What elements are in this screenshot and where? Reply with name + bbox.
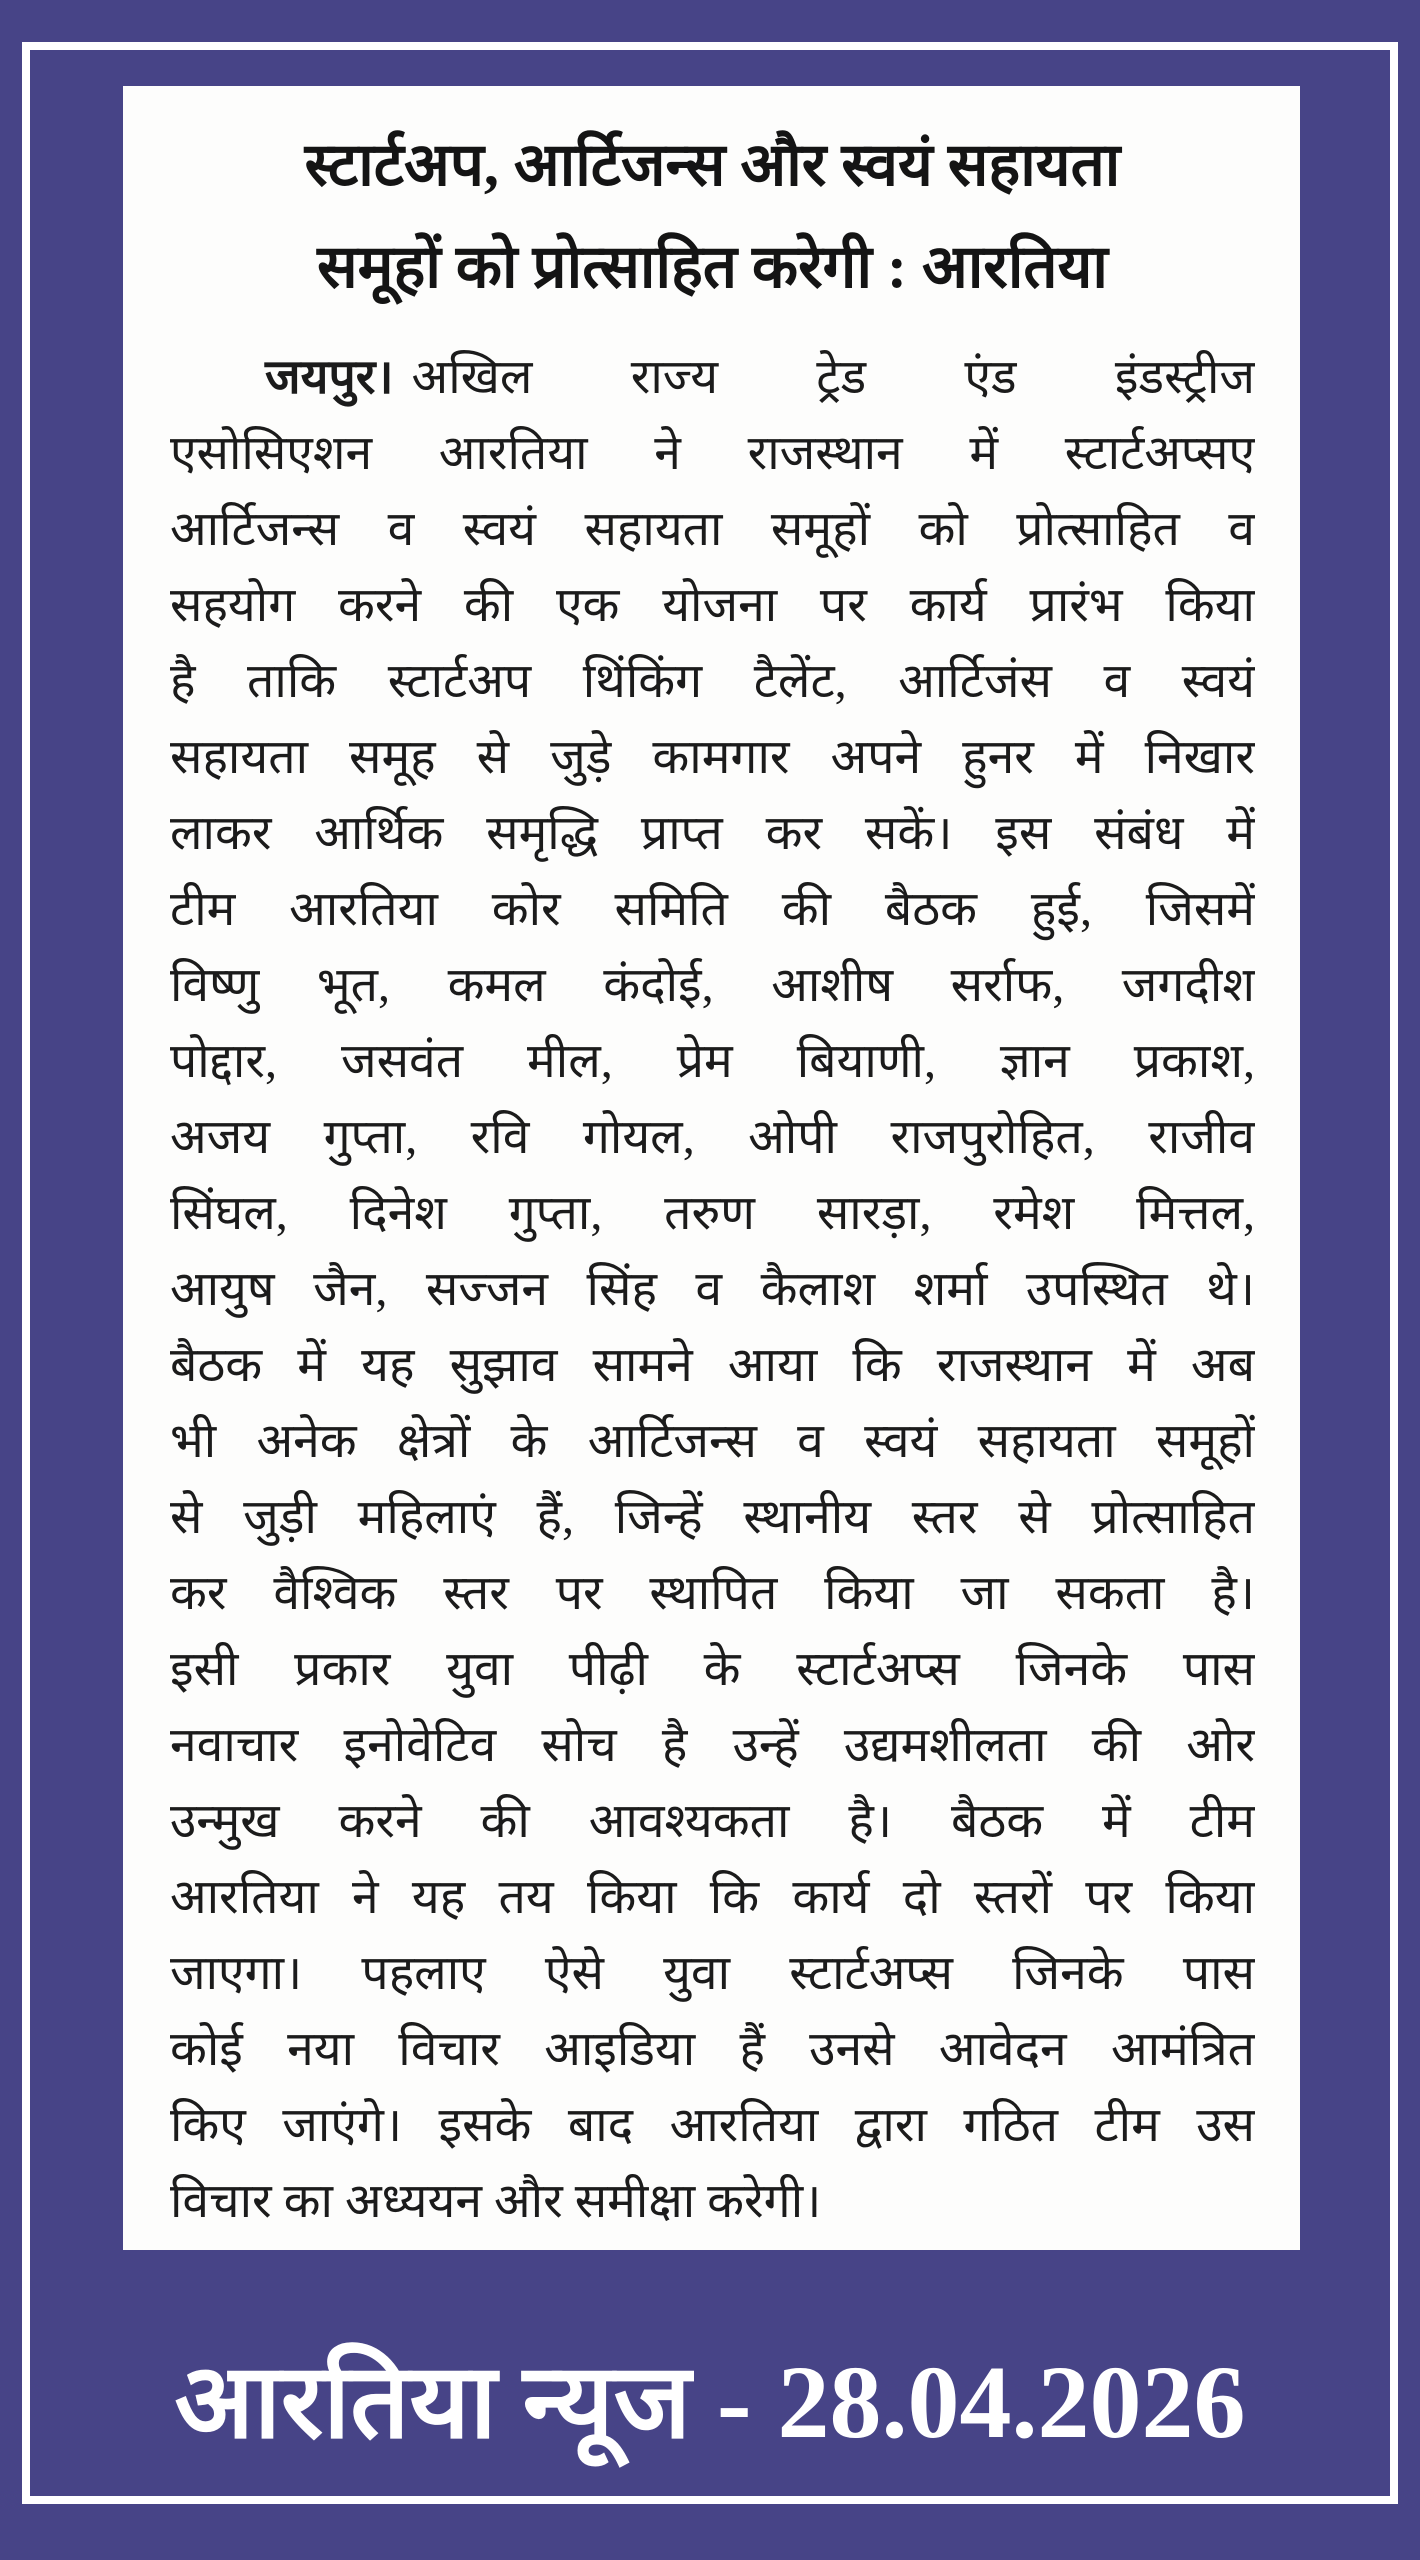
body-line-text: अखिल राज्य ट्रेड एंड इंडस्ट्रीज bbox=[411, 351, 1255, 404]
body-line: किए जाएंगे। इसके बाद आरतिया द्वारा गठित टीम उस bbox=[170, 2099, 1255, 2152]
body-line: नवाचार इनोवेटिव सोच है उन्हें उद्यमशीलता की ओर bbox=[170, 1719, 1255, 1772]
body-line: कोई नया विचार आइडिया हैं उनसे आवेदन आमंत्रित bbox=[170, 2023, 1255, 2076]
body-line: उन्मुख करने की आवश्यकता है। बैठक में टीम bbox=[170, 1795, 1255, 1848]
body-line: आरतिया ने यह तय किया कि कार्य दो स्तरों पर किया bbox=[170, 1871, 1255, 1924]
body-line: विचार का अध्ययन और समीक्षा करेगी। bbox=[170, 2175, 822, 2228]
body-line: आर्टिजन्स व स्वयं सहायता समूहों को प्रोत्साहित व bbox=[170, 503, 1255, 556]
body-line: से जुड़ी महिलाएं हैं, जिन्हें स्थानीय स्तर से प्रोत्साहित bbox=[170, 1491, 1255, 1544]
article-body bbox=[170, 340, 1255, 2240]
body-line: विष्णु भूत, कमल कंदोई, आशीष सर्राफ, जगदीश bbox=[170, 959, 1255, 1012]
body-line: इसी प्रकार युवा पीढ़ी के स्टार्टअप्स जिनके पास bbox=[170, 1643, 1255, 1696]
headline-line-1: स्टार्टअप, आर्टिजन्स और स्वयं सहायता bbox=[304, 132, 1121, 198]
news-article-panel bbox=[123, 86, 1300, 2250]
body-line: टीम आरतिया कोर समिति की बैठक हुई, जिसमें bbox=[170, 883, 1255, 936]
body-line: कर वैश्विक स्तर पर स्थापित किया जा सकता है। bbox=[170, 1567, 1255, 1620]
body-line: भी अनेक क्षेत्रों के आर्टिजन्स व स्वयं सहायता समूहों bbox=[170, 1415, 1255, 1468]
body-line: लाकर आर्थिक समृद्धि प्राप्त कर सकें। इस संबंध में bbox=[170, 807, 1255, 860]
body-line: बैठक में यह सुझाव सामने आया कि राजस्थान में अब bbox=[170, 1339, 1255, 1392]
body-line: है ताकि स्टार्टअप थिंकिंग टैलेंट, आर्टिजंस व स्वयं bbox=[170, 655, 1255, 708]
headline-line-2: समूहों को प्रोत्साहित करेगी : आरतिया bbox=[317, 234, 1108, 300]
footer-source-date: आरतिया न्यूज - 28.04.2026 bbox=[174, 2345, 1246, 2460]
body-line: पोद्दार, जसवंत मील, प्रेम बियाणी, ज्ञान प्रकाश, bbox=[170, 1035, 1255, 1088]
body-line bbox=[170, 340, 1255, 416]
body-line: सहयोग करने की एक योजना पर कार्य प्रारंभ किया bbox=[170, 579, 1255, 632]
body-line: जाएगा। पहलाए ऐसे युवा स्टार्टअप्स जिनके पास bbox=[170, 1947, 1255, 2000]
body-line: सिंघल, दिनेश गुप्ता, तरुण सारड़ा, रमेश मित्तल, bbox=[170, 1187, 1255, 1240]
body-line: एसोसिएशन आरतिया ने राजस्थान में स्टार्टअप्सए bbox=[170, 427, 1255, 480]
body-line: अजय गुप्ता, रवि गोयल, ओपी राजपुरोहित, राजीव bbox=[170, 1111, 1255, 1164]
dateline: जयपुर। bbox=[265, 351, 394, 404]
body-line: सहायता समूह से जुड़े कामगार अपने हुनर में निखार bbox=[170, 731, 1255, 784]
article-headline bbox=[170, 114, 1255, 318]
body-line: आयुष जैन, सज्जन सिंह व कैलाश शर्मा उपस्थित थे। bbox=[170, 1263, 1255, 1316]
